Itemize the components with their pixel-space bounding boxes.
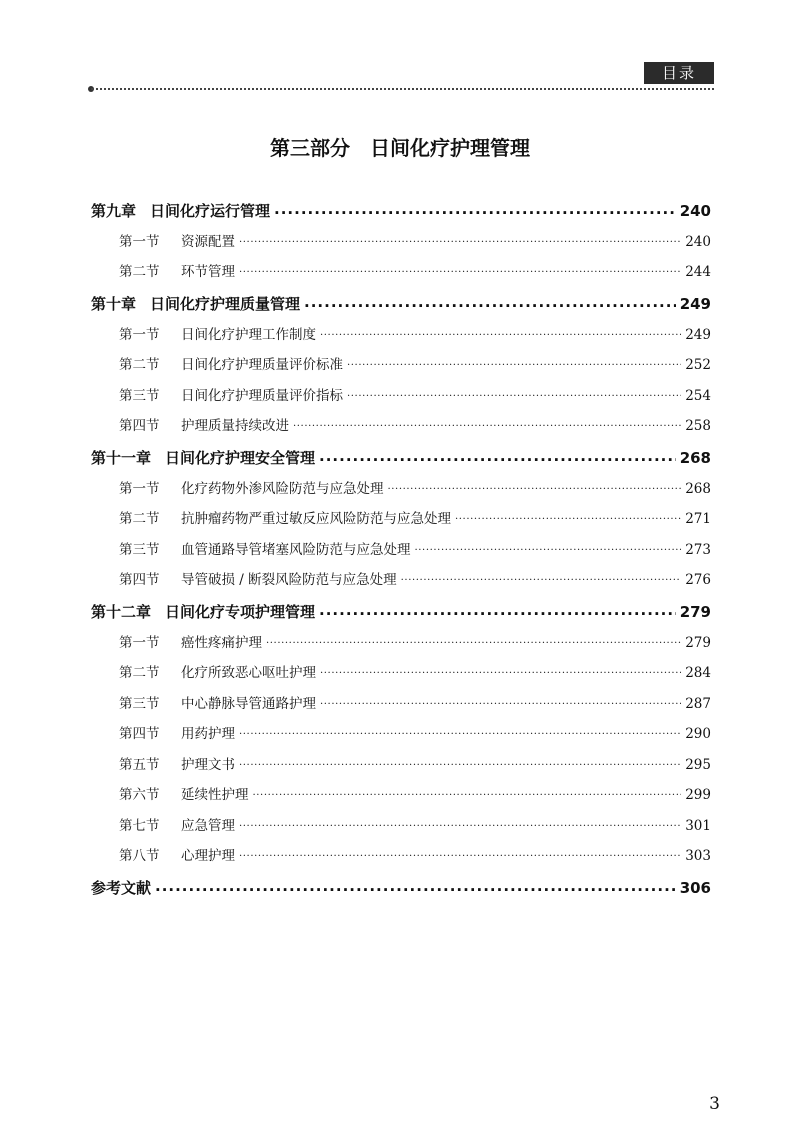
chapter-title: 日间化疗护理质量管理 <box>150 295 301 313</box>
section-number: 第一节 <box>119 233 160 250</box>
dot-leader <box>388 478 682 500</box>
chapter-title: 参考文献 <box>91 879 152 897</box>
page-reference: 273 <box>685 541 711 558</box>
dot-leader <box>320 662 681 684</box>
section-title: 抗肿瘤药物严重过敏反应风险防范与应急处理 <box>181 511 451 527</box>
toc-section-entry[interactable] <box>91 500 711 531</box>
section-title: 血管通路导管堵塞风险防范与应急处理 <box>181 541 411 558</box>
dot-leader <box>239 815 681 837</box>
chapter-number: 第十章 <box>91 295 137 313</box>
section-title: 日间化疗护理工作制度 <box>181 326 316 343</box>
section-number: 第四节 <box>119 572 160 588</box>
section-title: 日间化疗护理质量评价指标 <box>181 387 343 404</box>
page-number: 3 <box>709 1094 720 1114</box>
page-reference: 271 <box>685 511 711 527</box>
section-number: 第七节 <box>119 817 160 834</box>
toc-section-entry[interactable] <box>91 623 711 654</box>
section-number: 第三节 <box>119 541 160 558</box>
section-number: 第四节 <box>119 726 160 742</box>
dot-leader <box>239 231 681 253</box>
toc-section-entry[interactable] <box>91 684 711 715</box>
page-reference: 254 <box>685 387 711 404</box>
section-title: 延续性护理 <box>181 787 249 803</box>
toc-section-entry[interactable] <box>91 253 711 284</box>
section-title: 导管破损 / 断裂风险防范与应急处理 <box>181 572 397 588</box>
section-title: 化疗所致恶心呕吐护理 <box>181 665 316 681</box>
page-reference: 279 <box>685 634 711 651</box>
section-title: 中心静脉导管通路护理 <box>181 695 316 712</box>
dot-leader <box>239 754 681 776</box>
toc-section-entry[interactable] <box>91 530 711 561</box>
dot-leader <box>239 261 681 283</box>
page-reference: 249 <box>679 295 711 313</box>
page-reference: 287 <box>685 695 711 712</box>
table-of-contents <box>91 190 711 899</box>
part-title: 第三部分 日间化疗护理管理 <box>270 136 530 160</box>
page-reference: 244 <box>685 264 711 280</box>
page-reference: 301 <box>685 817 711 834</box>
section-title: 癌性疼痛护理 <box>181 634 262 651</box>
section-title: 日间化疗护理质量评价标准 <box>181 357 343 373</box>
page-reference: 252 <box>685 357 711 373</box>
page-reference: 276 <box>685 572 711 588</box>
dot-leader <box>401 569 682 591</box>
dot-leader <box>415 539 682 561</box>
section-number: 第二节 <box>119 264 160 280</box>
chapter-number: 第十一章 <box>91 449 152 467</box>
section-number: 第三节 <box>119 387 160 404</box>
dot-leader <box>155 877 676 899</box>
dot-leader <box>239 723 681 745</box>
section-title: 应急管理 <box>181 817 235 834</box>
toc-section-entry[interactable] <box>91 315 711 346</box>
dot-leader <box>347 385 681 407</box>
section-number: 第一节 <box>119 480 160 497</box>
chapter-number: 第九章 <box>91 202 137 220</box>
section-title: 心理护理 <box>181 848 235 864</box>
page-reference: 295 <box>685 756 711 773</box>
section-number: 第一节 <box>119 634 160 651</box>
page-reference: 268 <box>685 480 711 497</box>
section-number: 第三节 <box>119 695 160 712</box>
toc-section-entry[interactable] <box>91 776 711 807</box>
section-number: 第六节 <box>119 787 160 803</box>
toc-chapter-entry[interactable] <box>91 283 711 315</box>
dot-leader <box>320 693 681 715</box>
toc-section-entry[interactable] <box>91 837 711 868</box>
section-title: 资源配置 <box>181 233 235 250</box>
chapter-title: 日间化疗护理安全管理 <box>165 449 316 467</box>
toc-section-entry[interactable] <box>91 222 711 253</box>
page-reference: 306 <box>679 879 711 897</box>
dot-leader <box>266 632 681 654</box>
page-reference: 299 <box>685 787 711 803</box>
dot-leader <box>455 508 681 530</box>
toc-section-entry[interactable] <box>91 561 711 592</box>
section-title: 环节管理 <box>181 264 235 280</box>
toc-section-entry[interactable] <box>91 469 711 500</box>
page-reference: 279 <box>679 603 711 621</box>
page-reference: 249 <box>685 326 711 343</box>
page-reference: 284 <box>685 665 711 681</box>
section-title: 护理质量持续改进 <box>181 418 289 434</box>
dot-leader <box>320 324 681 346</box>
dot-leader <box>239 845 681 867</box>
page-reference: 268 <box>679 449 711 467</box>
chapter-title: 日间化疗运行管理 <box>150 202 271 220</box>
dot-leader <box>319 447 676 469</box>
header-dotted-rule <box>91 88 714 90</box>
section-title: 化疗药物外渗风险防范与应急处理 <box>181 480 384 497</box>
dot-leader <box>253 784 682 806</box>
dot-leader <box>304 293 676 315</box>
dot-leader <box>347 354 681 376</box>
toc-section-entry[interactable] <box>91 654 711 685</box>
toc-section-entry[interactable] <box>91 346 711 377</box>
section-number: 第二节 <box>119 511 160 527</box>
chapter-number: 第十二章 <box>91 603 152 621</box>
toc-section-entry[interactable] <box>91 376 711 407</box>
page-reference: 240 <box>679 202 711 220</box>
section-title: 用药护理 <box>181 726 235 742</box>
section-number: 第四节 <box>119 418 160 434</box>
toc-section-entry[interactable] <box>91 715 711 746</box>
section-number: 第二节 <box>119 357 160 373</box>
section-number: 第一节 <box>119 326 160 343</box>
section-title: 护理文书 <box>181 756 235 773</box>
section-number: 第二节 <box>119 665 160 681</box>
chapter-title: 日间化疗专项护理管理 <box>165 603 316 621</box>
toc-chapter-entry[interactable] <box>91 190 711 222</box>
page-reference: 290 <box>685 726 711 742</box>
page-reference: 303 <box>685 848 711 864</box>
dot-leader <box>319 601 676 623</box>
page-reference: 258 <box>685 418 711 434</box>
toc-chapter-entry[interactable] <box>91 437 711 469</box>
toc-chapter-entry[interactable] <box>91 591 711 623</box>
dot-leader <box>274 200 676 222</box>
section-tag: 目录 <box>644 62 714 84</box>
dot-leader <box>293 415 681 437</box>
toc-section-entry[interactable] <box>91 745 711 776</box>
toc-section-entry[interactable] <box>91 806 711 837</box>
section-number: 第五节 <box>119 756 160 773</box>
page-reference: 240 <box>685 233 711 250</box>
toc-chapter-entry[interactable] <box>91 867 711 899</box>
toc-section-entry[interactable] <box>91 407 711 438</box>
section-number: 第八节 <box>119 848 160 864</box>
